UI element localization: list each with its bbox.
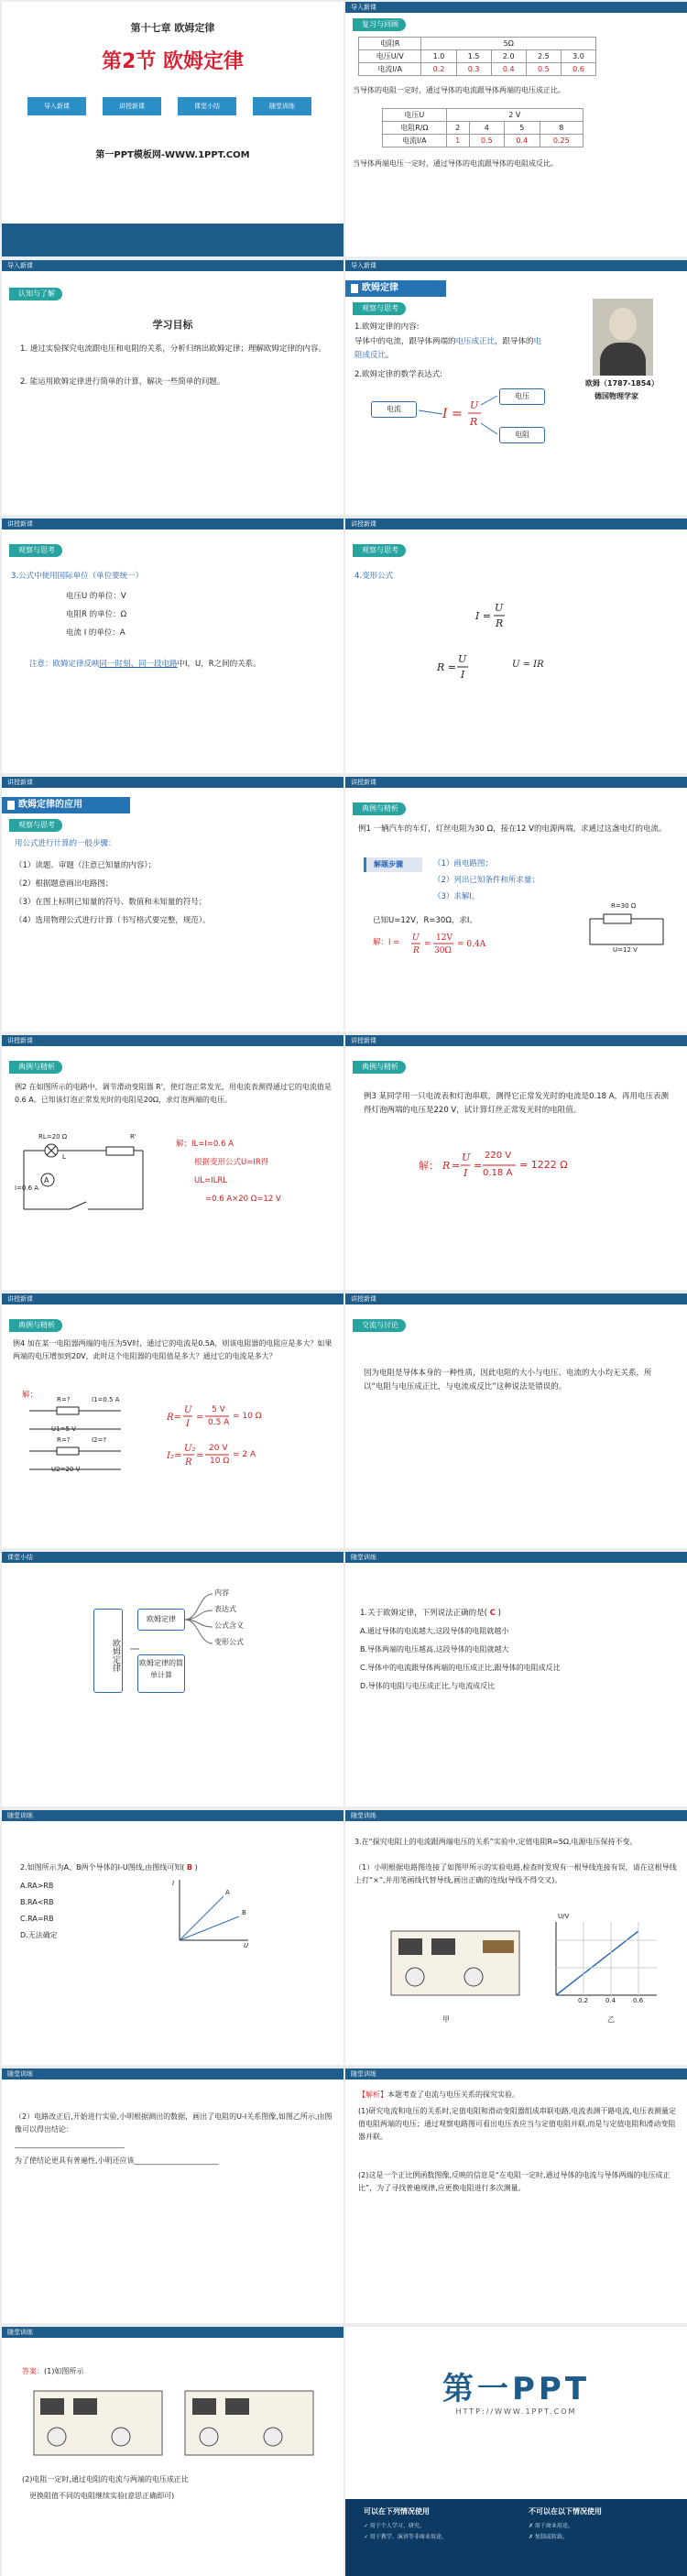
table-resistance xyxy=(382,108,583,147)
svg-text:U: U xyxy=(184,1405,192,1415)
slide-quiz-1[interactable] xyxy=(345,1552,687,1806)
law-label: 1.欧姆定律的内容: xyxy=(354,322,420,332)
slide-goals[interactable] xyxy=(2,260,344,515)
option-c[interactable]: C.导体中的电流跟导体两端的电压成正比,跟导体的电阻成反比 xyxy=(360,1664,561,1672)
svg-text:=: = xyxy=(196,1413,204,1423)
cell: 0.5 xyxy=(469,135,504,147)
experiment-figure xyxy=(382,1913,675,2014)
slide-header xyxy=(2,260,344,271)
svg-text:U: U xyxy=(412,933,420,943)
example-question: 例4 加在某一电阻器两端的电压为5V时，通过它的电流是0.5A，则该电阻器的电阻应是多大？如果两端的电压增加到20V，此时这个电阻器的电阻值是多大？通过它的电流是多大？ xyxy=(13,1339,333,1360)
portrait-caption-1: 欧姆（1787-1854） xyxy=(585,379,659,387)
tag-learn: 认知与了解 xyxy=(9,288,62,300)
svg-text:=: = xyxy=(474,1160,483,1172)
slide-header xyxy=(345,2068,687,2079)
slide-application-steps[interactable] xyxy=(2,777,344,1031)
usage-forbidden-title: 不可以在以下情况使用 xyxy=(529,2507,602,2516)
rl-label: RL=20 Ω xyxy=(38,1133,68,1141)
answer-1: 解：IL=I=0.6 A xyxy=(176,1140,234,1149)
brand-footer xyxy=(345,2499,687,2576)
ohm-portrait xyxy=(593,299,653,376)
slide-answer[interactable] xyxy=(2,2327,344,2576)
chapter-title: 第十七章 欧姆定律 xyxy=(130,22,215,34)
slide-header xyxy=(345,1810,687,1821)
section-title: 第2节 欧姆定律 xyxy=(102,50,244,73)
i2-label: I2=? xyxy=(92,1436,107,1444)
quiz-question: （2）电路改正后,开始进行实验,小明根据测出的数据，画出了电阻的U-I关系图像,如图乙所示,由图像可以得出结论： xyxy=(15,2112,333,2134)
f1-denominator: 0.5 A xyxy=(208,1418,230,1427)
box-voltage: 电压 xyxy=(499,388,545,405)
x-tick-3: 0.6 xyxy=(633,1997,644,2004)
slide-header xyxy=(345,1552,687,1563)
header-label: 随堂训练 xyxy=(351,1554,376,1561)
answer-letter: B xyxy=(186,1863,193,1872)
svg-text:I: I xyxy=(461,669,465,681)
svg-text:U: U xyxy=(458,653,467,665)
solution-formula xyxy=(409,929,510,960)
cell: 1.5 xyxy=(456,50,491,63)
answer-text-3: 更换阻值不同的电阻继续实验(意思正确即可) xyxy=(29,2492,175,2500)
svg-text:U: U xyxy=(495,602,504,614)
option-a[interactable]: A.RA>RB xyxy=(20,1882,54,1890)
variant-formulas xyxy=(437,592,583,693)
unit-current: 电流 I 的单位：A xyxy=(66,628,125,638)
box-resistance: 电阻 xyxy=(499,427,545,443)
slide-analysis[interactable] xyxy=(345,2068,687,2323)
svg-text:I =: I = xyxy=(475,610,492,622)
usage-forbidden-2: ✗ 复制或转载。 xyxy=(529,2534,568,2540)
option-b[interactable]: B.RA<RB xyxy=(20,1898,54,1906)
bottom-band xyxy=(2,224,344,257)
f1-numerator: 5 V xyxy=(212,1405,225,1414)
slide-header xyxy=(345,1035,687,1046)
svg-text:=: = xyxy=(424,940,431,949)
slide-header xyxy=(2,2068,344,2079)
header-label: 随堂训练 xyxy=(351,1812,376,1819)
header-label: 导入新课 xyxy=(351,4,376,11)
header-label: 讲授新课 xyxy=(351,1295,376,1303)
slide-header xyxy=(2,777,344,788)
nav-item-lecture[interactable]: 讲授新课 xyxy=(103,97,161,115)
usage-allowed-title: 可以在下列情况使用 xyxy=(364,2507,430,2516)
f2-denominator: 10 Ω xyxy=(210,1457,230,1466)
slide-example-3[interactable] xyxy=(345,1035,687,1290)
step-4: （4）选用物理公式进行计算（书写格式要完整，规范）。 xyxy=(15,916,211,925)
iu-graph xyxy=(170,1876,253,1949)
slide-review[interactable] xyxy=(345,2,687,257)
header-label: 随堂训练 xyxy=(7,1812,33,1819)
frac-numerator: 220 V xyxy=(485,1151,512,1161)
cell: 2 xyxy=(446,122,469,135)
cell: 0.5 xyxy=(526,63,561,76)
slide-header xyxy=(345,777,687,788)
line-a-label: A xyxy=(225,1889,230,1896)
quiz-subquestion: （1）小明根据电路图连接了如图甲所示的实验电路,检查时发现有一根导线连接有误，请在这根导线上打“×”,并用笔画线代替导线,画出正确的连线(导线不得交叉)。 xyxy=(354,1863,677,1884)
tag-discuss: 交流与讨论 xyxy=(353,1319,406,1332)
slide-quiz-2[interactable] xyxy=(2,1810,344,2065)
caption-jia: 甲 xyxy=(442,2015,450,2024)
box-current: 电流 xyxy=(371,401,417,418)
goal-2: 2. 能运用欧姆定律进行简单的计算，解决一些简单的问题。 xyxy=(20,377,225,387)
line-b-label: B xyxy=(242,1909,246,1916)
header-label: 讲授新课 xyxy=(7,1037,33,1044)
header-label: 讲授新课 xyxy=(351,520,376,528)
step-3: （3）在图上标明已知量的符号、数值和未知量的符号； xyxy=(15,898,207,907)
mindmap-branch-1: 欧姆定律 xyxy=(137,1609,185,1631)
formula-u: U = IR xyxy=(512,660,544,670)
known-values: 已知U=12V，R=30Ω，求I。 xyxy=(373,916,477,925)
example-question: 例3 某同学用一只电流表和灯泡串联，测得它正常发光时的电流是0.18 A，再用电压表测得灯泡两端的电压是220 V，试计算灯丝正常发光时的电阻值。 xyxy=(364,1092,670,1115)
cell: 电流I/A xyxy=(383,135,447,147)
svg-text:I =: I = xyxy=(442,407,463,421)
slide-header xyxy=(345,518,687,529)
rp-label: R' xyxy=(130,1133,136,1141)
mindmap-branch-2: 欧姆定律的简单计算 xyxy=(137,1654,185,1693)
slide-header xyxy=(345,2,687,13)
slide-header xyxy=(345,260,687,271)
site-watermark: 第一PPT模板网-WWW.1PPT.COM xyxy=(95,150,250,160)
section-bar: 欧姆定律 xyxy=(345,280,446,297)
u2-label: U2=20 V xyxy=(51,1466,81,1473)
svg-text:=: = xyxy=(452,1160,461,1172)
slide-header xyxy=(2,1035,344,1046)
conclusion-2: 当导体两端电压一定时，通过导体的电流跟导体的电阻成反比。 xyxy=(353,159,558,168)
analysis-tag: 【解析】 xyxy=(358,2090,387,2099)
tag-example: 典例与精析 xyxy=(353,802,406,815)
mindmap-leaf-1: 内容 xyxy=(214,1588,229,1597)
f2-numerator: 20 V xyxy=(209,1444,228,1453)
tag-observe: 观察与思考 xyxy=(9,819,62,832)
step-1: （1）读题、审题（注意已知量的内容）； xyxy=(15,861,157,870)
portrait-caption-2: 德国物理学家 xyxy=(594,392,638,400)
slide-brand[interactable] xyxy=(345,2327,687,2576)
tag-review: 复习与回顾 xyxy=(353,18,406,31)
svg-text:=: = xyxy=(196,1451,204,1461)
steps-title: 用公式进行计算的一般步骤： xyxy=(15,839,116,848)
analysis-part-1: (1)研究电流和电压的关系时,定值电阻和滑动变阻器组成串联电路,电流表测干路电流,电压表测量定值电阻两端的电压；通过观察电路图可看出电压表应当与定值电阻并联,而是与定值电阻和滑动变阻器并联。 xyxy=(358,2107,676,2141)
current-label: I=0.6 A xyxy=(15,1184,39,1192)
note-a: 注意：欧姆定律反映 xyxy=(29,660,100,669)
table-voltage xyxy=(358,37,596,76)
option-d[interactable]: D.无法确定 xyxy=(20,1931,58,1939)
answer-text-1: (1)如图所示 xyxy=(44,2367,84,2375)
answer-3: UL=ILRL xyxy=(194,1176,227,1185)
result: = 1222 Ω xyxy=(519,1159,568,1171)
r-label-2: R=? xyxy=(57,1436,71,1444)
unit-resistance: 电阻R 的单位：Ω xyxy=(66,610,127,619)
svg-text:I: I xyxy=(172,1880,175,1887)
svg-text:U: U xyxy=(462,1152,471,1163)
tag-example: 典例与精析 xyxy=(9,1061,62,1074)
x-tick-1: 0.2 xyxy=(578,1997,589,2004)
header-label: 随堂训练 xyxy=(351,2070,376,2078)
slide-cover[interactable] xyxy=(2,2,344,257)
cell: 0.6 xyxy=(561,63,595,76)
slide-example-2[interactable] xyxy=(2,1035,344,1290)
note xyxy=(29,658,322,671)
goal-1: 1. 通过实验探究电流跟电压和电阻的关系，分析归纳出欧姆定律；理解欧姆定律的内容。 xyxy=(20,344,326,354)
f1-result: = 10 Ω xyxy=(233,1412,262,1421)
slide-quiz-3b[interactable] xyxy=(2,2068,344,2323)
svg-text:R: R xyxy=(442,1160,451,1172)
header-label: 随堂训练 xyxy=(7,2070,33,2078)
svg-text:解：: 解： xyxy=(419,1160,439,1172)
usage-allowed-2: ✓ 用于教学、演讲等非商业用途。 xyxy=(364,2534,447,2540)
mindmap-leaf-4: 变形公式 xyxy=(214,1638,244,1646)
answer-text-2: (2)电阻一定时,通过电阻的电流与两端的电压成正比 xyxy=(22,2475,189,2483)
option-c[interactable]: C.RA=RB xyxy=(20,1915,54,1923)
cell: 2.0 xyxy=(491,50,526,63)
nav-item-practice[interactable]: 随堂训练 xyxy=(253,97,311,115)
cell: 8 xyxy=(540,122,583,135)
cell: 2 V xyxy=(446,109,583,122)
brand-logo: 第一PPT xyxy=(442,2371,591,2407)
answer-2: 根据变形公式U=IR得 xyxy=(194,1158,269,1167)
cell: 0.4 xyxy=(505,135,540,147)
cell: 3.0 xyxy=(561,50,595,63)
quiz-question-2 xyxy=(15,2155,219,2167)
answer-tag: 答案： xyxy=(22,2367,44,2375)
slide-quiz-3[interactable] xyxy=(345,1810,687,2065)
quiz-question xyxy=(20,1861,198,1874)
law-text-d: 电阻成反比 xyxy=(354,337,542,360)
y-axis-label: U/V xyxy=(558,1913,570,1920)
law-text-c: ，跟导体的 xyxy=(495,337,534,346)
answer-4: =0.6 A×20 Ω=12 V xyxy=(205,1195,281,1204)
slide-variant-formulas[interactable] xyxy=(345,518,687,773)
example-question: 例2 在如图所示的电路中，调节滑动变阻器 R'，使灯泡正常发光，用电流表测得通过它的电流值是0.6 A。已知该灯泡正常发光时的电阻是20Ω，求灯泡两端的电压。 xyxy=(15,1083,332,1104)
analysis-text-1: 本题考查了电流与电压关系的探究实验。 xyxy=(387,2090,519,2099)
svg-text:I: I xyxy=(463,1167,468,1179)
nav-item-intro[interactable]: 导入新课 xyxy=(27,97,86,115)
svg-text:R: R xyxy=(185,1457,192,1468)
formula-label: 2.欧姆定律的数学表达式: xyxy=(354,370,442,379)
u-label: U=12 V xyxy=(613,946,638,954)
cell: 0.25 xyxy=(540,135,583,147)
f2-result: = 2 A xyxy=(233,1450,256,1459)
svg-text:I: I xyxy=(186,1419,190,1429)
question-text: 2.如图所示为A、B两个导体的I-U图线,由图线可知( xyxy=(20,1863,185,1872)
answer-label xyxy=(22,2365,83,2378)
step-2: （2）根据题意画出电路图； xyxy=(15,879,114,889)
question-end: ) xyxy=(194,1863,198,1872)
step-b: （2）列出已知条件和所求量； xyxy=(433,876,540,885)
header-label: 讲授新课 xyxy=(351,779,376,786)
nav-bar xyxy=(27,97,321,117)
answer-figures xyxy=(29,2382,322,2464)
header-label: 讲授新课 xyxy=(7,779,33,786)
answer-letter: C xyxy=(489,1609,496,1618)
header-label: 课堂小结 xyxy=(7,1554,33,1561)
svg-text:I₂=: I₂= xyxy=(167,1451,182,1461)
step-a: （1）画电路图； xyxy=(433,859,493,868)
mindmap-leaf-2: 表达式 xyxy=(214,1605,236,1613)
cell: 电压U/V xyxy=(359,50,421,63)
cell: 电阻R/Ω xyxy=(383,122,447,135)
cell: 1 xyxy=(446,135,469,147)
conclusion-1: 当导体的电阻一定时，通过导体的电流跟导体两端的电压成正比。 xyxy=(353,86,565,94)
cell: 5Ω xyxy=(421,38,596,50)
header-label: 导入新课 xyxy=(351,262,376,269)
cell: 0.4 xyxy=(491,63,526,76)
lamp-label: L xyxy=(62,1153,66,1161)
mindmap-leaf-3: 公式含义 xyxy=(214,1621,244,1630)
svg-text:30Ω: 30Ω xyxy=(434,946,452,955)
variant-title: 4.变形公式 xyxy=(354,572,394,581)
usage-forbidden-1: ✗ 用于商业用途。 xyxy=(529,2523,573,2529)
answer-blank-2[interactable]: _______________________ xyxy=(134,2156,219,2165)
header-label: 导入新课 xyxy=(7,262,33,269)
goals-title: 学习目标 xyxy=(152,319,193,331)
brand-url[interactable]: HTTP://WWW.1PPT.COM xyxy=(455,2407,577,2416)
caption-yi: 乙 xyxy=(607,2015,615,2024)
slide-units[interactable] xyxy=(2,518,344,773)
slide-header xyxy=(2,2327,344,2338)
slide-header xyxy=(2,1552,344,1563)
r-label-1: R=? xyxy=(57,1396,71,1403)
slide-header xyxy=(2,518,344,529)
question-text: 1.关于欧姆定律，下列说法正确的是( xyxy=(360,1609,487,1618)
svg-text:R: R xyxy=(496,617,504,629)
section-bar: 欧姆定律的应用 xyxy=(2,797,130,813)
svg-text:U: U xyxy=(470,399,479,411)
svg-text:= 0.4A: = 0.4A xyxy=(457,940,486,949)
note-c: 中I，U，R之间的关系。 xyxy=(177,660,261,669)
cell: 0.3 xyxy=(456,63,491,76)
cell: 电压U xyxy=(383,109,447,122)
example-question: 例1 一辆汽车的车灯，灯丝电阻为30 Ω，接在12 V的电源两端，求通过这盏电灯的电流。 xyxy=(358,824,667,834)
quiz-question xyxy=(360,1607,501,1621)
quiz-question: 3.在“探究电阻上的电流跟两端电压的关系”实验中,定值电阻R=5Ω,电源电压保持不变。 xyxy=(354,1838,638,1846)
tag-example: 典例与精析 xyxy=(9,1319,62,1332)
question-2-text: 为了使结论更具有普遍性,小明还应该 xyxy=(15,2156,135,2165)
slide-header xyxy=(2,1293,344,1304)
usage-allowed-1: ✓ 用于个人学习、研究。 xyxy=(364,2523,425,2529)
question-end: ) xyxy=(497,1609,501,1618)
option-d[interactable]: D.导体的电阻与电压成正比,与电流成反比 xyxy=(360,1682,496,1690)
svg-text:U: U xyxy=(244,1942,249,1949)
cell: 电流I/A xyxy=(359,63,421,76)
tag-example: 典例与精析 xyxy=(353,1061,406,1074)
law-text-e: 。 xyxy=(386,351,394,360)
header-label: 讲授新课 xyxy=(351,1037,376,1044)
slide-ohm-law[interactable] xyxy=(345,260,687,515)
x-tick-2: 0.4 xyxy=(605,1997,616,2004)
mindmap-root: 欧姆定律 xyxy=(93,1609,123,1693)
svg-text:12V: 12V xyxy=(436,933,453,943)
r-label: R=30 Ω xyxy=(611,902,637,910)
tag-observe: 观察与思考 xyxy=(353,302,406,315)
law-text-a: 导体中的电流，跟导体两端的 xyxy=(354,337,456,346)
solution-start: 解：I = xyxy=(373,938,400,947)
svg-text:U₂: U₂ xyxy=(184,1444,196,1454)
slide-header xyxy=(2,1810,344,1821)
law-text-b: 电压成正比 xyxy=(455,337,496,346)
solution-label: 解： xyxy=(22,1391,38,1400)
header-label: 讲授新课 xyxy=(7,520,33,528)
units-title: 3.公式中使用国际单位（单位要统一） xyxy=(11,572,144,581)
header-label: 讲授新课 xyxy=(7,1295,33,1303)
i1-label: I1=0.5 A xyxy=(92,1396,120,1403)
svg-text:R: R xyxy=(470,416,478,428)
svg-text:A: A xyxy=(44,1176,49,1184)
cell: 4 xyxy=(469,122,504,135)
unit-voltage: 电压U 的单位：V xyxy=(66,592,126,601)
option-b[interactable]: B.导体两端的电压越高,这段导体的电阻就越大 xyxy=(360,1645,509,1654)
cell: 2.5 xyxy=(526,50,561,63)
analysis-intro xyxy=(358,2089,679,2101)
slide-example-4[interactable] xyxy=(2,1293,344,1548)
u1-label: U1=5 V xyxy=(51,1425,76,1433)
option-a[interactable]: A.通过导体的电流越大,这段导体的电阻就越小 xyxy=(360,1627,509,1635)
analysis-part-2: (2)这是一个正比例函数图像,反映的信息是“在电阻一定时,通过导体的电流与导体两端的电压成正比”，为了寻找普遍规律,应更换电阻进行多次测量。 xyxy=(358,2171,671,2192)
answer-blank-1[interactable]: ______________________________ xyxy=(15,2140,125,2148)
svg-text:R: R xyxy=(413,946,420,955)
svg-text:R=: R= xyxy=(167,1413,181,1423)
slide-header xyxy=(345,1293,687,1304)
slide-example-1[interactable] xyxy=(345,777,687,1031)
tag-observe: 观察与思考 xyxy=(9,544,62,557)
tag-observe: 观察与思考 xyxy=(353,544,406,557)
slide-summary[interactable] xyxy=(2,1552,344,1806)
discussion-text: 因为电阻是导体本身的一种性质，因此电阻的大小与电压、电流的大小均无关系，所以“电阻与电压成正比，与电流成反比”这种说法是错误的。 xyxy=(364,1369,652,1392)
cell: 5 xyxy=(505,122,540,135)
note-b: 同一时刻、同一段电路 xyxy=(99,660,178,669)
cell: 1.0 xyxy=(421,50,456,63)
nav-item-summary[interactable]: 课堂小结 xyxy=(178,97,236,115)
law-content xyxy=(354,335,547,363)
svg-text:R =: R = xyxy=(437,661,456,673)
header-label: 随堂训练 xyxy=(7,2329,33,2336)
step-c: （3）求解I。 xyxy=(433,892,480,901)
cell: 电阻R xyxy=(359,38,421,50)
cell: 0.2 xyxy=(421,63,456,76)
solve-steps-button[interactable]: 解题步骤 xyxy=(364,857,422,872)
frac-denominator: 0.18 A xyxy=(483,1168,513,1178)
slide-discussion[interactable] xyxy=(345,1293,687,1548)
